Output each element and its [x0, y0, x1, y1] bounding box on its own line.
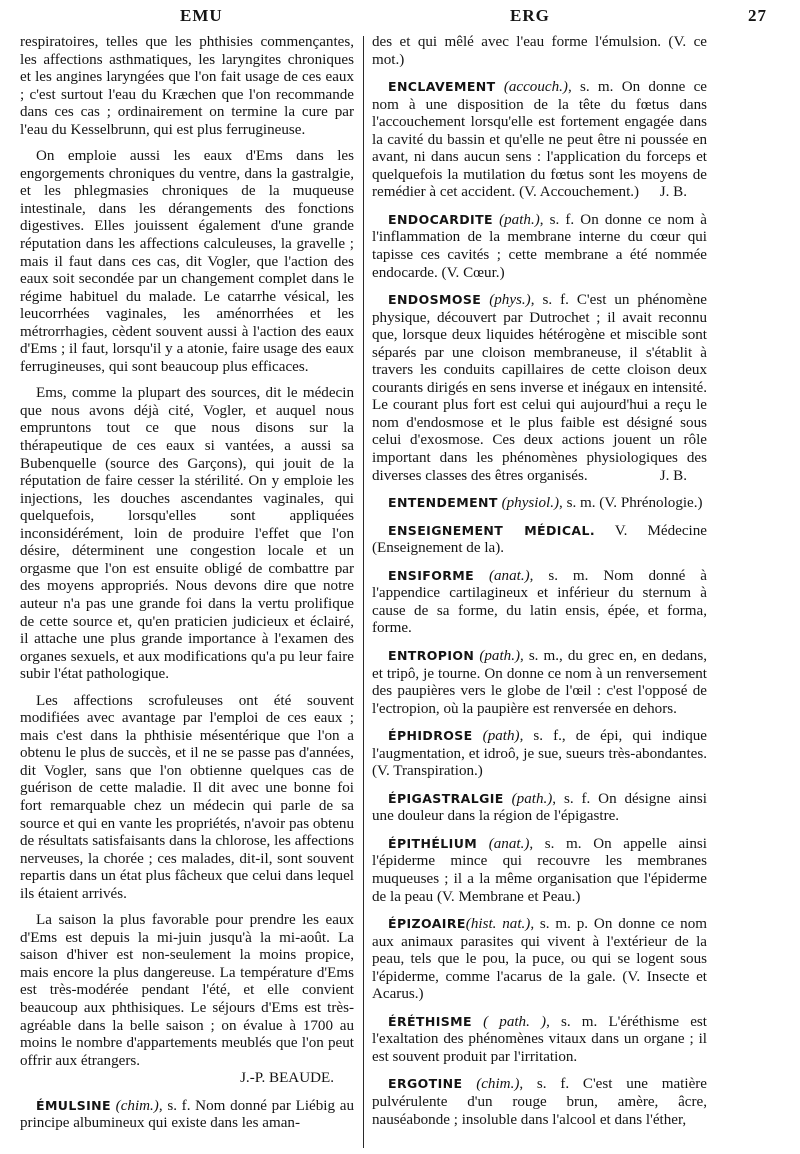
grammar-ergotine: (chim.): [476, 1076, 520, 1093]
definition-endosmose: , s. f. C'est un phénomène physique, découvert par Dutrochet ; il avait reconnu que, lorsque deux liquides hétérogène et miscible sont séparés par une cloison membraneuse, il s'établit à travers les conduits capillaires de cette cloison deux courants dirigés en sens inverse et inégaux en intensité. Le courant plus fort est celui qui aujourd'hui a reçu le nom d'endosmose et le plus faible est désigné sous celui d'exosmose. Ces deux actions jouent un rôle important dans les phénomènes physiologiques des diverses classes des êtres organisés.: [372, 292, 708, 484]
headword-endosmose: ENDOSMOSE: [388, 292, 482, 308]
definition-epizoaire: , s. m. p. On donne ce nom aux animaux parasites qui vivent à l'extérieur de la peau, tels que le pou, la puce, ou qui se logent sous l'épiderme, comme l'acarus de la gale. (V. Insecte et Acarus.): [372, 916, 707, 1003]
headword-ensiforme: ENSIFORME: [388, 567, 475, 583]
definition-epithelium: , s. m. On appelle ainsi l'épiderme mince qui recouvre les membranes muqueuses ; il a la même organisation que l'épiderme de la peau (V. Membrane et Peau.): [372, 835, 707, 905]
headword-entropion: ENTROPION: [388, 647, 475, 663]
definition-ensiforme: , s. m. Nom donné à l'appendice cartilagineux et inférieur du sternum à cause de sa forme, du latin ensis, épée, et forma, forme.: [372, 567, 707, 637]
entry-epizoaire: [372, 915, 707, 1004]
continuation-emulsion: des et qui mêlé avec l'eau forme l'émulsion. (V. ce mot.): [372, 34, 707, 68]
paragraph-bubenquelle: Ems, comme la plupart des sources, dit le médecin que nous avons déjà cité, Vogler, et auquel nous empruntons tout ce que nous disons sur la thérapeutique de ces eaux si vantées, a aussi sa Bubenquelle (source des Garçons), qui jouit de la réputation de faire cesser la stérilité. On y emploie les injections, les douches ascendantes vaginales, qui quelquefois, lorsqu'elles sont appliquées inconsidérément, loin de produire l'effet que l'on désire, déterminent une congestion locale et un orgasme que l'on est ensuite obligé de combattre par des moyens appropriés. Nous devons dire que notre auteur n'a pas une grande foi dans la vertu prolifique de cette source et, qu'en praticien judicieux et éclairé, il attache une plus grande importance à l'examen des organes sexuels, et aux modifications qu'a pu leur faire subir l'état pathologique.: [20, 385, 354, 683]
entry-enseignement: [372, 522, 707, 558]
definition-endocardite: , s. f. On donne ce nom à l'inflammation de la membrane interne du cœur qui tapisse ces cavités ; cette membrane a été nommée endocarde. (V. Cœur.): [372, 211, 707, 281]
definition-enseignement: V. Médecine (Enseignement de la).: [372, 522, 707, 557]
headword-endocardite: ENDOCARDITE: [388, 211, 493, 227]
definition-enclavement: , s. m. On donne ce nom à une disposition de la tête du fœtus dans l'accouchement lorsqu'elle est fortement engagée dans la cavité du bassin et qu'elle ne peut être ni poussée en avant, ni dans aucun sens : l'application du forceps et quelquefois la mutilation du fœtus sont les moyens de remédier à cet accident. (V. Accouchement.): [372, 79, 707, 201]
signature-enclavement: J. B.: [659, 184, 687, 201]
headword-emulsine: ÉMULSINE: [36, 1097, 111, 1113]
grammar-enclavement: (accouch.): [503, 79, 568, 96]
entry-epigastralgie: [372, 790, 707, 826]
grammar-ephidrose: (path): [482, 728, 520, 745]
grammar-erethisme: ( path. ): [483, 1013, 547, 1030]
grammar-endosmose: (phys.): [489, 292, 531, 309]
entry-ephidrose: [372, 727, 707, 781]
paragraph-scrofuleuses: Les affections scrofuleuses ont été souvent modifiées avec avantage par l'emploi de ces eaux ; mais c'est dans la phthisie mésentérique que l'on a obtenu le plus de succès, et il ne se passe pas d'années, dit Vogler, sans que l'on obtienne quelques cas de guérison de cette maladie. Il dit avec une bonne foi fort remarquable chez un médecin qui parle de sa source et qui en vante les propriétés, n'avoir pas obtenu de résultats satisfaisants dans la chlorose, les affections nerveuses, la chorée ; ces malades, dit-il, sont souvent repartis dans un état plus fâcheux que celui dans lequel ils étaient arrivés.: [20, 692, 354, 902]
headword-enclavement: ENCLAVEMENT: [388, 79, 496, 95]
grammar-ensiforme: (anat.): [488, 567, 530, 584]
entry-entendement: [372, 494, 707, 513]
entry-ensiforme: [372, 567, 707, 638]
grammar-epizoaire: (hist. nat.): [465, 916, 531, 933]
entry-ergotine: [372, 1075, 707, 1129]
right-column: [372, 34, 707, 1138]
grammar-entropion: (path.): [479, 647, 520, 664]
saison-text: La saison la plus favorable pour prendre les eaux d'Ems est depuis la mi-juin jusqu'à la mi-août. La saison d'hiver est non-seulement la moins propice, mais encore la plus dangereuse. La température d'Ems est très-modérée pendant l'été, et elle convient beaucoup aux phthisiques. Le séjours d'Ems est très-agréable dans la belle saison ; on évalue à 1700 au moins le nombre d'appartements meublés que l'on peut offrir aux étrangers.: [20, 912, 354, 1069]
signature-endosmose: J. B.: [659, 467, 687, 484]
entry-endosmose: [372, 291, 707, 485]
paragraph-engorgements: On emploie aussi les eaux d'Ems dans les engorgements chroniques du ventre, dans la gastralgie, et les phlegmasies chroniques de la muqueuse intestinale, dans les dérangements des fonctions digestives. Elles jouissent également d'une grande réputation dans les affections calculeuses, la gravelle ; mais il faut dans ces cas, dit Vogler, que l'action des eaux soit secondée par un changement complet dans le régime habituel du malade. Le catarrhe vésical, les leucorrhées vaginales, les aménorrhées et les métrorrhagies, cèdent souvent aussi à l'action des eaux d'Ems ; il faut, lorsqu'il y a atonie, faire usage des eaux ferrugineuses, qui sont beaucoup plus efficaces.: [20, 148, 354, 375]
page-number: 27: [748, 6, 767, 25]
signature-beaude: J.-P. BEAUDE.: [240, 1070, 334, 1087]
entry-enclavement: [372, 78, 707, 202]
grammar-epigastralgie: (path.): [511, 790, 553, 807]
headword-epizoaire: ÉPIZOAIRE: [388, 916, 466, 932]
grammar-endocardite: (path.): [499, 211, 540, 228]
headword-epithelium: ÉPITHÉLIUM: [388, 835, 478, 851]
entry-epithelium: [372, 835, 707, 906]
headword-epigastralgie: ÉPIGASTRALGIE: [388, 790, 504, 806]
grammar-epithelium: (anat.): [488, 835, 530, 852]
entry-entropion: [372, 647, 707, 718]
definition-emulsine: , s. f. Nom donné par Liébig au principe albumineux qui existe dans les aman-: [20, 1097, 354, 1132]
entry-erethisme: [372, 1013, 707, 1067]
running-head-left: EMU: [180, 6, 223, 25]
definition-erethisme: , s. m. L'éréthisme est l'exaltation des phénomènes vitaux dans un organe ; il est souvent produit par l'irritation.: [372, 1013, 707, 1065]
headword-enseignement: ENSEIGNEMENT MÉDICAL.: [388, 522, 595, 538]
definition-ephidrose: , s. f., de épi, qui indique l'augmentation, et idroô, je sue, sueurs très-abondantes. (V. Transpiration.): [372, 728, 707, 780]
grammar-entendement: (physiol.): [501, 495, 560, 512]
entry-endocardite: [372, 211, 707, 282]
headword-entendement: ENTENDEMENT: [388, 495, 498, 511]
left-column: [20, 34, 354, 1142]
headword-ephidrose: ÉPHIDROSE: [388, 728, 473, 744]
headword-ergotine: ERGOTINE: [388, 1076, 463, 1092]
grammar-emulsine: (chim.): [115, 1097, 159, 1114]
paragraph-saison: [20, 912, 354, 1087]
entry-emulsine: [20, 1097, 354, 1133]
column-rule: [363, 36, 364, 1148]
definition-entendement: , s. m. (V. Phrénologie.): [559, 495, 703, 512]
running-head-center: ERG: [510, 6, 550, 25]
definition-ergotine: , s. f. C'est une matière pulvérulente d'un rouge brun, amère, âcre, nauséabonde ; insoluble dans l'alcool et dans l'éther,: [372, 1076, 707, 1128]
definition-epigastralgie: , s. f. On désigne ainsi une douleur dans la région de l'épigastre.: [372, 790, 707, 825]
definition-entropion: , s. m., du grec en, en dedans, et tripô, je tourne. On donne ce nom à un renversement des paupières vers le globe de l'œil : c'est l'opposé de l'ectropion, où la paupière est renversée en dehors.: [372, 647, 707, 717]
paragraph-respiratoires: respiratoires, telles que les phthisies commençantes, les affections asthmatiques, les laryngites chroniques et les angines laryngées que l'on fait usage de ces eaux ; c'est surtout l'eau du Kræchen que l'on recommande dans ces cas ; ordinairement on termine la cure par l'eau du Kesselbrunn, qui est plus ferrugineuse.: [20, 34, 354, 138]
headword-erethisme: ÉRÉTHISME: [388, 1013, 472, 1029]
